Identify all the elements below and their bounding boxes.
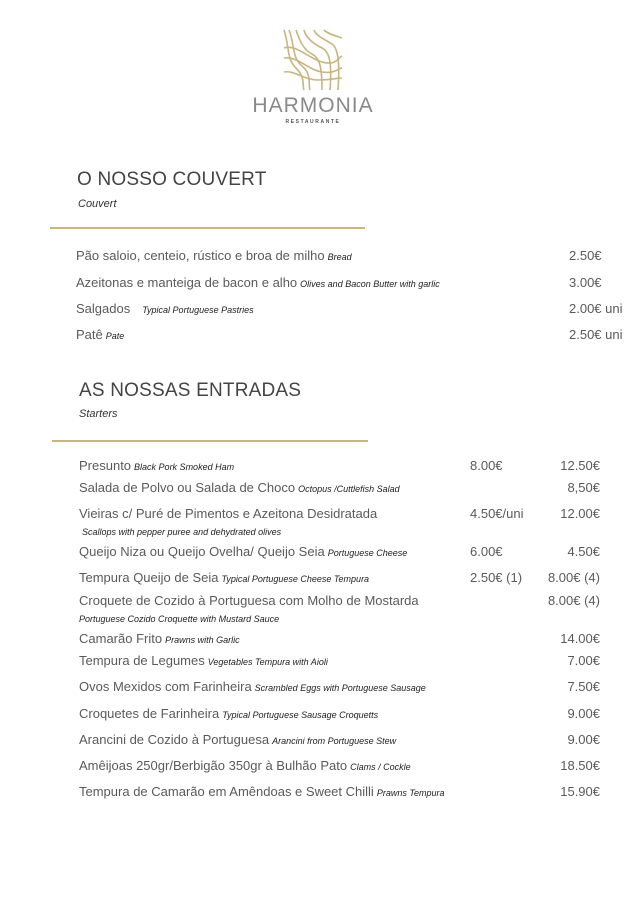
item-name-en: Portuguese Cozido Croquette with Mustard Sauce xyxy=(79,614,280,624)
menu-item xyxy=(0,275,640,293)
menu-item xyxy=(0,593,640,611)
item-price: 14.00€ xyxy=(560,631,600,646)
menu-item xyxy=(0,679,640,697)
item-price-small: 8.00€ xyxy=(470,458,503,473)
item-name-pt: Pão saloio, centeio, rústico e broa de milho xyxy=(76,248,325,263)
wave-pattern-icon xyxy=(282,28,344,92)
item-price: 9.00€ xyxy=(567,732,600,747)
menu-item xyxy=(0,732,640,750)
item-name xyxy=(79,679,426,694)
item-name xyxy=(76,327,124,342)
item-name xyxy=(79,544,407,559)
item-name xyxy=(79,732,396,747)
section-divider xyxy=(50,227,365,229)
item-name-pt: Ovos Mexidos com Farinheira xyxy=(79,679,252,694)
item-name-en: Typical Portuguese Cheese Tempura xyxy=(221,574,370,584)
item-name-pt: Arancini de Cozido à Portuguesa xyxy=(79,732,270,747)
menu-item xyxy=(0,327,640,345)
item-name-en: Typical Portuguese Sausage Croquetts xyxy=(222,710,379,720)
item-name-pt: Queijo Niza ou Queijo Ovelha/ Queijo Seia xyxy=(79,544,325,559)
item-name-pt: Salada de Polvo ou Salada de Choco xyxy=(79,480,296,495)
menu-item xyxy=(0,758,640,776)
item-price: 18.50€ xyxy=(560,758,600,773)
item-name-pt: Croquetes de Farinheira xyxy=(79,706,220,721)
item-name-pt: Tempura Queijo de Seia xyxy=(79,570,219,585)
item-name-pt: Croquete de Cozido à Portuguesa com Molho de Mostarda xyxy=(79,593,419,608)
item-name-en: Typical Portuguese Pastries xyxy=(142,305,254,315)
item-price: 2.00€ uni xyxy=(569,301,623,316)
item-price: 7.00€ xyxy=(567,653,600,668)
item-name xyxy=(79,631,240,646)
item-price-small: 2.50€ (1) xyxy=(470,570,523,585)
item-name-pt: Amêijoas 250gr/Berbigão 350gr à Bulhão Pato xyxy=(79,758,348,773)
item-name-en: Scrambled Eggs with Portuguese Sausage xyxy=(254,683,426,693)
item-name-en: Bread xyxy=(327,252,352,262)
item-name-pt: Tempura de Camarão em Amêndoas e Sweet Chilli xyxy=(79,784,374,799)
item-name xyxy=(79,706,378,721)
menu-item xyxy=(0,458,640,476)
menu-item xyxy=(0,631,640,649)
restaurant-logo xyxy=(248,28,378,125)
item-name xyxy=(79,593,419,608)
item-name-en: Prawns Tempura xyxy=(376,788,445,798)
item-name xyxy=(79,506,377,521)
item-price-small: 4.50€/uni xyxy=(470,506,524,521)
starters-title: AS NOSSAS ENTRADAS xyxy=(79,380,302,401)
item-name-en: Arancini from Portuguese Stew xyxy=(272,736,397,746)
menu-item xyxy=(0,248,640,266)
item-name-en: Portuguese Cheese xyxy=(327,548,408,558)
couvert-subtitle: Couvert xyxy=(78,198,117,210)
item-name xyxy=(76,248,352,263)
item-name-pt: Camarão Frito xyxy=(79,631,163,646)
item-name-pt: Salgados xyxy=(76,301,131,316)
item-name xyxy=(76,301,254,316)
item-name-pt: Presunto xyxy=(79,458,132,473)
item-price: 12.50€ xyxy=(560,458,600,473)
item-name xyxy=(79,480,400,495)
item-name-pt: Tempura de Legumes xyxy=(79,653,205,668)
item-name-en: Olives and Bacon Butter with garlic xyxy=(300,279,440,289)
item-name-en: Black Pork Smoked Ham xyxy=(134,462,235,472)
item-name-pt: Azeitonas e manteiga de bacon e alho xyxy=(76,275,298,290)
item-price: 3.00€ xyxy=(569,275,602,290)
item-name xyxy=(79,758,411,773)
item-price-small: 6.00€ xyxy=(470,544,503,559)
item-name-en: Pate xyxy=(105,331,125,341)
item-name-pt: Vieiras c/ Puré de Pimentos e Azeitona Desidratada xyxy=(79,506,378,521)
item-name xyxy=(76,275,440,290)
menu-item xyxy=(0,480,640,498)
starters-subtitle: Starters xyxy=(79,408,118,420)
section-divider xyxy=(52,440,368,442)
item-price: 15.90€ xyxy=(560,784,600,799)
menu-item xyxy=(0,784,640,802)
item-name-en: Prawns with Garlic xyxy=(165,635,240,645)
menu-item xyxy=(0,506,640,524)
menu-item xyxy=(0,570,640,588)
item-price: 8.00€ (4) xyxy=(547,570,600,585)
item-name xyxy=(79,653,328,668)
item-name-en: Octopus /Cuttlefish Salad xyxy=(298,484,400,494)
item-name-en: Vegetables Tempura with Aioli xyxy=(207,657,328,667)
item-name xyxy=(79,784,445,799)
menu-item xyxy=(0,544,640,562)
menu-item xyxy=(0,653,640,671)
item-price: 2.50€ xyxy=(569,248,602,263)
item-price: 8.00€ (4) xyxy=(547,593,600,608)
item-price: 12.00€ xyxy=(560,506,600,521)
menu-item xyxy=(0,706,640,724)
menu-item xyxy=(0,301,640,319)
couvert-title: O NOSSO COUVERT xyxy=(77,169,267,190)
item-name-en: Scallops with pepper puree and dehydrated olives xyxy=(82,527,282,537)
brand-subtitle: RESTAURANTE xyxy=(285,119,341,125)
item-price: 4.50€ xyxy=(567,544,600,559)
item-price: 7.50€ xyxy=(567,679,600,694)
item-name xyxy=(79,570,369,585)
item-price: 2.50€ uni xyxy=(569,327,623,342)
item-name-en: Clams / Cockle xyxy=(350,762,411,772)
item-price: 9.00€ xyxy=(567,706,600,721)
item-price: 8,50€ xyxy=(567,480,600,495)
brand-name: HARMONIA xyxy=(252,94,374,117)
item-name xyxy=(79,458,234,473)
item-name-pt: Patê xyxy=(76,327,103,342)
